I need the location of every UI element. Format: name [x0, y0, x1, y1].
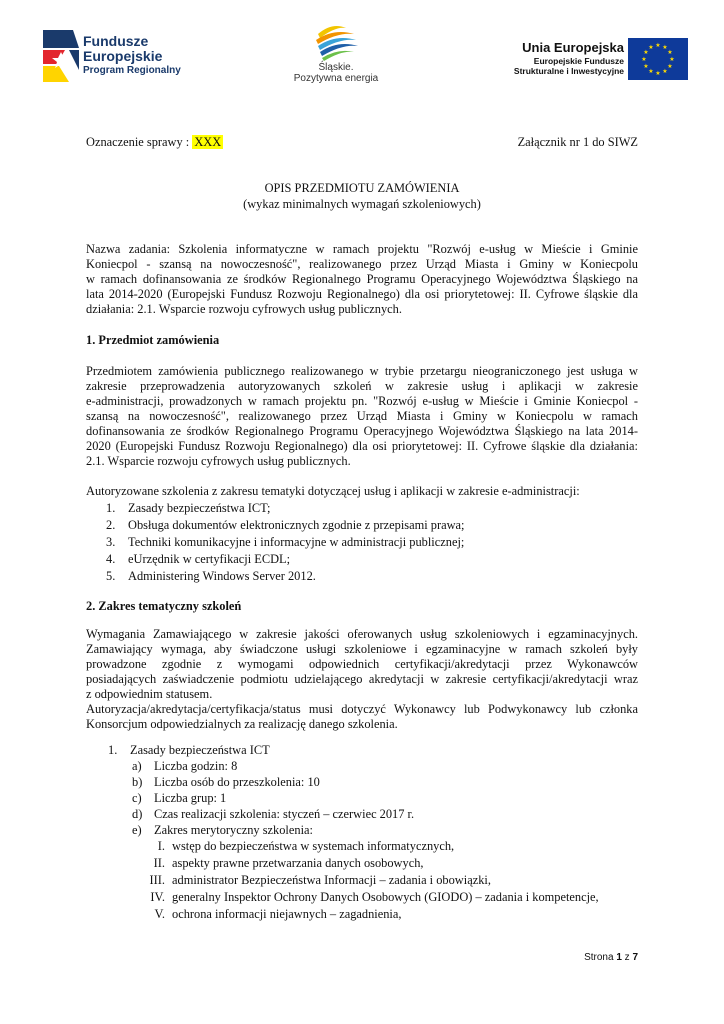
ue-line2: Europejskie Fundusze — [533, 56, 624, 66]
roman-numeral: IV. — [150, 890, 165, 904]
doc-subtitle: (wykaz minimalnych wymagań szkoleniowych) — [243, 197, 481, 211]
detail-letter: a) — [132, 759, 142, 773]
detail-item: Liczba osób do przeszkolenia: 10 — [154, 775, 320, 789]
page-total: 7 — [632, 952, 638, 963]
list-item-number: 3. — [106, 535, 116, 549]
curriculum-item: wstęp do bezpieczeństwa w systemach informatycznych, — [172, 839, 455, 853]
svg-text:★: ★ — [662, 44, 668, 51]
list-item: Administering Windows Server 2012. — [128, 569, 316, 583]
section1-line: 2020 (Europejski Fundusz Rozwoju Regionalnego) dla osi priorytetowej: II. Cyfrowe śląskie dla działania: — [86, 439, 638, 453]
detail-letter: d) — [132, 807, 143, 821]
section1-line: 2.1. Wsparcie rozwoju cyfrowych usług publicznych. — [86, 454, 351, 468]
svg-text:★: ★ — [643, 63, 649, 70]
roman-numeral: III. — [149, 873, 165, 887]
slaskie-line2: Pozytywna energia — [293, 73, 379, 84]
slaskie-line1: Śląskie. — [318, 62, 354, 73]
task-line: działania: 2.1. Wsparcie rozwoju cyfrowych usług publicznych. — [86, 302, 402, 316]
detail-letter: b) — [132, 775, 143, 789]
svg-text:★: ★ — [655, 42, 661, 49]
list-item: Obsługa dokumentów elektronicznych zgodnie z przepisami prawa; — [128, 518, 465, 532]
curriculum-item: administrator Bezpieczeństwa Informacji – zadania i obowiązki, — [172, 873, 491, 887]
svg-text:★: ★ — [643, 49, 649, 56]
ue-line1: Unia Europejska — [522, 40, 624, 55]
fe-star-icon — [43, 30, 79, 82]
section1-line: dofinansowania ze środków Regionalnego Programu Operacyjnego Województwa Śląskiego na lata 2014- — [86, 424, 638, 438]
roman-numeral: I. — [157, 839, 165, 853]
roman-numeral: V. — [154, 907, 165, 921]
section2-line: posiadających zaświadczenie podmiotu udzielającego akredytacji w zakresie certyfikacji/akredytacji wraz — [86, 672, 638, 686]
detail-item: Liczba grup: 1 — [154, 791, 227, 805]
list-item: Techniki komunikacyjne i informacyjne w administracji publicznej; — [128, 535, 465, 549]
section2-line: prowadzone zgodnie z wymogami odpowiednich certyfikacji/akredytacji przez Wykonawców — [86, 657, 638, 671]
detail-letter: c) — [132, 791, 142, 805]
section2-line: Zamawiający wymaga, aby świadczone usługi szkoleniowe i egzaminacyjne w ramach szkoleń były — [86, 642, 638, 656]
topic-title: Zasady bezpieczeństwa ICT — [130, 743, 270, 757]
page-current: 1 — [616, 952, 622, 963]
task-line: Nazwa zadania: Szkolenia informatyczne w ramach projektu "Rozwój e-usług w Mieście i Gminie — [86, 242, 638, 256]
curriculum-item: aspekty prawne przetwarzania danych osobowych, — [172, 856, 424, 870]
topic-number: 1. — [108, 743, 118, 757]
slaskie-wave-icon — [312, 20, 360, 62]
list-item-number: 4. — [106, 552, 116, 566]
case-reference — [86, 135, 223, 151]
eu-flag-icon — [628, 38, 688, 80]
case-reference-code: XXX — [194, 135, 222, 149]
task-line: lata 2014-2020 (Europejski Fundusz Rozwoju Regionalnego) dla osi priorytetowej: II. Cyfrowe śląskie dla — [86, 287, 638, 301]
page-number — [584, 952, 638, 963]
curriculum-item: ochrona informacji niejawnych – zagadnienia, — [172, 907, 402, 921]
page-number-label: Strona — [584, 952, 617, 963]
list-item-number: 2. — [106, 518, 116, 532]
detail-letter: e) — [132, 823, 142, 837]
section2-line: Konsorcjum odpowiedzialnych za realizację danego szkolenia. — [86, 717, 398, 731]
section1-line: szansą na nowoczesność", realizowanego przez Urząd Miasta i Gminy w Koniecpolu w ramach — [86, 409, 638, 423]
case-reference-label: Oznaczenie sprawy : — [86, 135, 193, 149]
svg-text:★: ★ — [648, 68, 654, 75]
section1-line: e-administracji, prowadzonych w ramach projektu pn. "Rozwój e-usług w Mieście i Gminie Koniecpol - — [86, 394, 638, 408]
detail-item: Liczba godzin: 8 — [154, 759, 238, 773]
fe-line1: Fundusze — [83, 33, 149, 49]
detail-item: Zakres merytoryczny szkolenia: — [154, 823, 313, 837]
section2-heading: 2. Zakres tematyczny szkoleń — [86, 599, 242, 613]
svg-text:★: ★ — [662, 68, 668, 75]
detail-item: Czas realizacji szkolenia: styczeń – czerwiec 2017 r. — [154, 807, 415, 821]
section1-line: Przedmiotem zamówienia publicznego realizowanego w trybie przetargu nieograniczonego jest usługa w — [86, 364, 638, 378]
svg-text:★: ★ — [655, 70, 661, 77]
list-item-number: 1. — [106, 501, 116, 515]
section2-line: Wymagania Zamawiającego w zakresie jakości oferowanych usług szkoleniowych i egzaminacyjnych. — [86, 627, 638, 641]
ue-line3: Strukturalne i Inwestycyjne — [513, 66, 624, 76]
list-item-number: 5. — [106, 569, 116, 583]
section1-heading: 1. Przedmiot zamówienia — [86, 333, 220, 347]
svg-text:★: ★ — [641, 56, 647, 63]
svg-text:★: ★ — [669, 56, 675, 63]
section2-line: z odpowiednim statusem. — [86, 687, 213, 701]
unia-europejska-logo — [508, 38, 688, 82]
list-item: Zasady bezpieczeństwa ICT; — [128, 501, 271, 515]
svg-text:★: ★ — [667, 49, 673, 56]
slaskie-logo — [286, 20, 386, 92]
svg-text:★: ★ — [667, 63, 673, 70]
page-of: z — [621, 952, 633, 963]
doc-title: OPIS PRZEDMIOTU ZAMÓWIENIA — [264, 181, 460, 195]
list-item: eUrzędnik w certyfikacji ECDL; — [128, 552, 291, 566]
section1-line: zakresie przeprowadzenia autoryzowanych szkoleń w zakresie usług i aplikacji w zakresie — [86, 379, 638, 393]
attachment-label: Załącznik nr 1 do SIWZ — [517, 135, 638, 149]
training-list-intro: Autoryzowane szkolenia z zakresu tematyki dotyczącej usług i aplikacji w zakresie e-administracji: — [86, 484, 580, 498]
section2-line: Autoryzacja/akredytacja/certyfikacja/status musi dotyczyć Wykonawcy lub Podwykonawcy lub członka — [86, 702, 638, 716]
svg-text:★: ★ — [648, 44, 654, 51]
task-line: w ramach dofinansowania ze środków Regionalnego Programu Operacyjnego Województwa Śląskiego na — [86, 272, 638, 286]
roman-numeral: II. — [153, 856, 165, 870]
fe-line3: Program Regionalny — [83, 65, 181, 76]
fe-line2: Europejskie — [83, 48, 163, 64]
fundusze-europejskie-logo — [43, 30, 183, 86]
task-line: Koniecpol - szansą na nowoczesność", realizowanego przez Urząd Miasta i Gminy w Koniecpolu — [86, 257, 638, 271]
curriculum-item: generalny Inspektor Ochrony Danych Osobowych (GIODO) – zadania i kompetencje, — [172, 890, 599, 904]
